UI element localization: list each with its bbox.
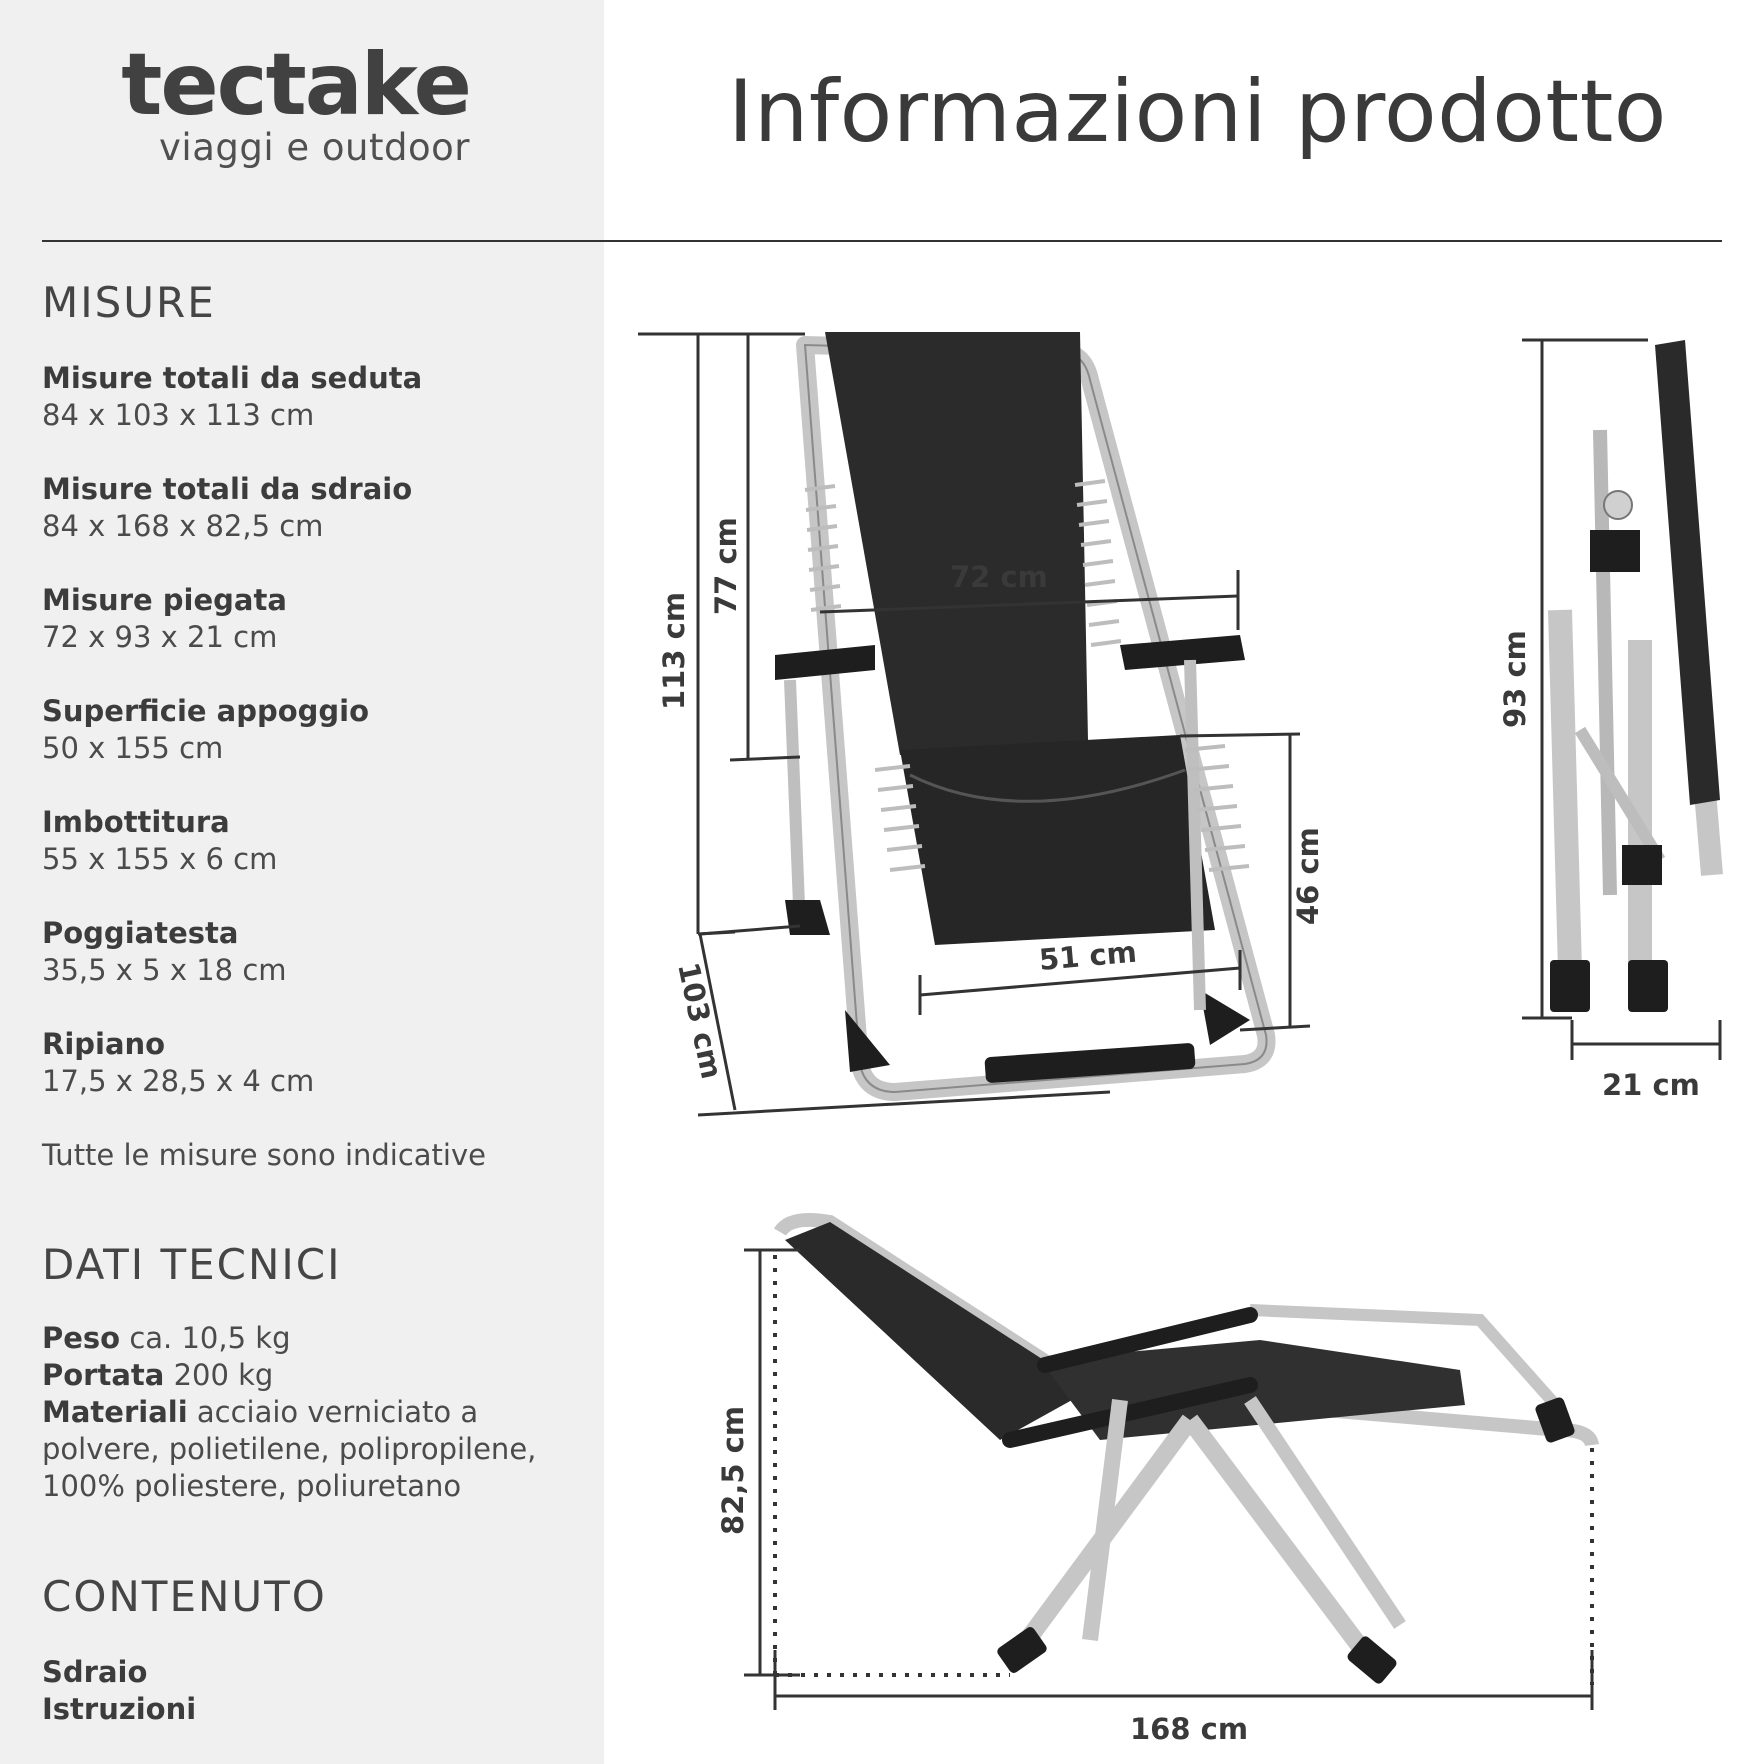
contents-heading: CONTENUTO — [42, 1572, 327, 1621]
dim-seat-width: 51 cm — [1037, 934, 1139, 977]
spec-value: 84 x 103 x 113 cm — [42, 398, 315, 432]
spec-value: 17,5 x 28,5 x 4 cm — [42, 1064, 315, 1098]
spec-value: 55 x 155 x 6 cm — [42, 842, 278, 876]
measures-note: Tutte le misure sono indicative — [42, 1138, 486, 1172]
spec-value: 72 x 93 x 21 cm — [42, 620, 278, 654]
dim-folded-height: 93 cm — [1498, 630, 1532, 728]
upright-chair-illustration — [775, 332, 1267, 1092]
spec-label: Ripiano — [42, 1027, 166, 1061]
page-title: Informazioni prodotto — [728, 62, 1667, 162]
spec-value: 35,5 x 5 x 18 cm — [42, 953, 287, 987]
dim-back-height: 77 cm — [709, 517, 743, 615]
spec-label: Superficie appoggio — [42, 694, 370, 728]
spec-label: Imbottitura — [42, 805, 230, 839]
folded-chair-illustration — [1550, 340, 1720, 1012]
spec-label: Misure totali da seduta — [42, 361, 423, 395]
spec-label: Poggiatesta — [42, 916, 239, 950]
materials-label: Materiali — [42, 1395, 188, 1429]
dim-reclined-height: 82,5 cm — [716, 1405, 750, 1535]
dim-depth: 103 cm — [671, 959, 729, 1082]
dim-reclined-length: 168 cm — [1130, 1712, 1249, 1746]
dim-height-total: 113 cm — [657, 591, 691, 710]
brand-name: tectake — [121, 35, 470, 135]
spec-label: Misure totali da sdraio — [42, 472, 413, 506]
capacity-value: 200 kg — [173, 1358, 274, 1392]
dim-folded-depth: 21 cm — [1602, 1068, 1700, 1102]
measures-heading: MISURE — [42, 278, 216, 327]
spec-value: 50 x 155 cm — [42, 731, 224, 765]
contents-item: Sdraio — [42, 1655, 148, 1689]
capacity-label: Portata — [42, 1358, 165, 1392]
dim-seat-height: 46 cm — [1291, 827, 1325, 925]
weight-value: ca. 10,5 kg — [129, 1321, 291, 1355]
reclined-chair-illustration — [780, 1220, 1592, 1686]
dim-backrest-width: 72 cm — [950, 560, 1048, 594]
spec-value: 84 x 168 x 82,5 cm — [42, 509, 324, 543]
contents-item: Istruzioni — [42, 1692, 197, 1726]
spec-label: Misure piegata — [42, 583, 287, 617]
weight-label: Peso — [42, 1321, 121, 1355]
materials-value: acciaio verniciato a polvere, polietilene, polipropilene, 100% poliestere, poliuretano — [42, 1395, 537, 1503]
technical-heading: DATI TECNICI — [42, 1240, 342, 1289]
brand-subtitle: viaggi e outdoor — [159, 126, 470, 170]
